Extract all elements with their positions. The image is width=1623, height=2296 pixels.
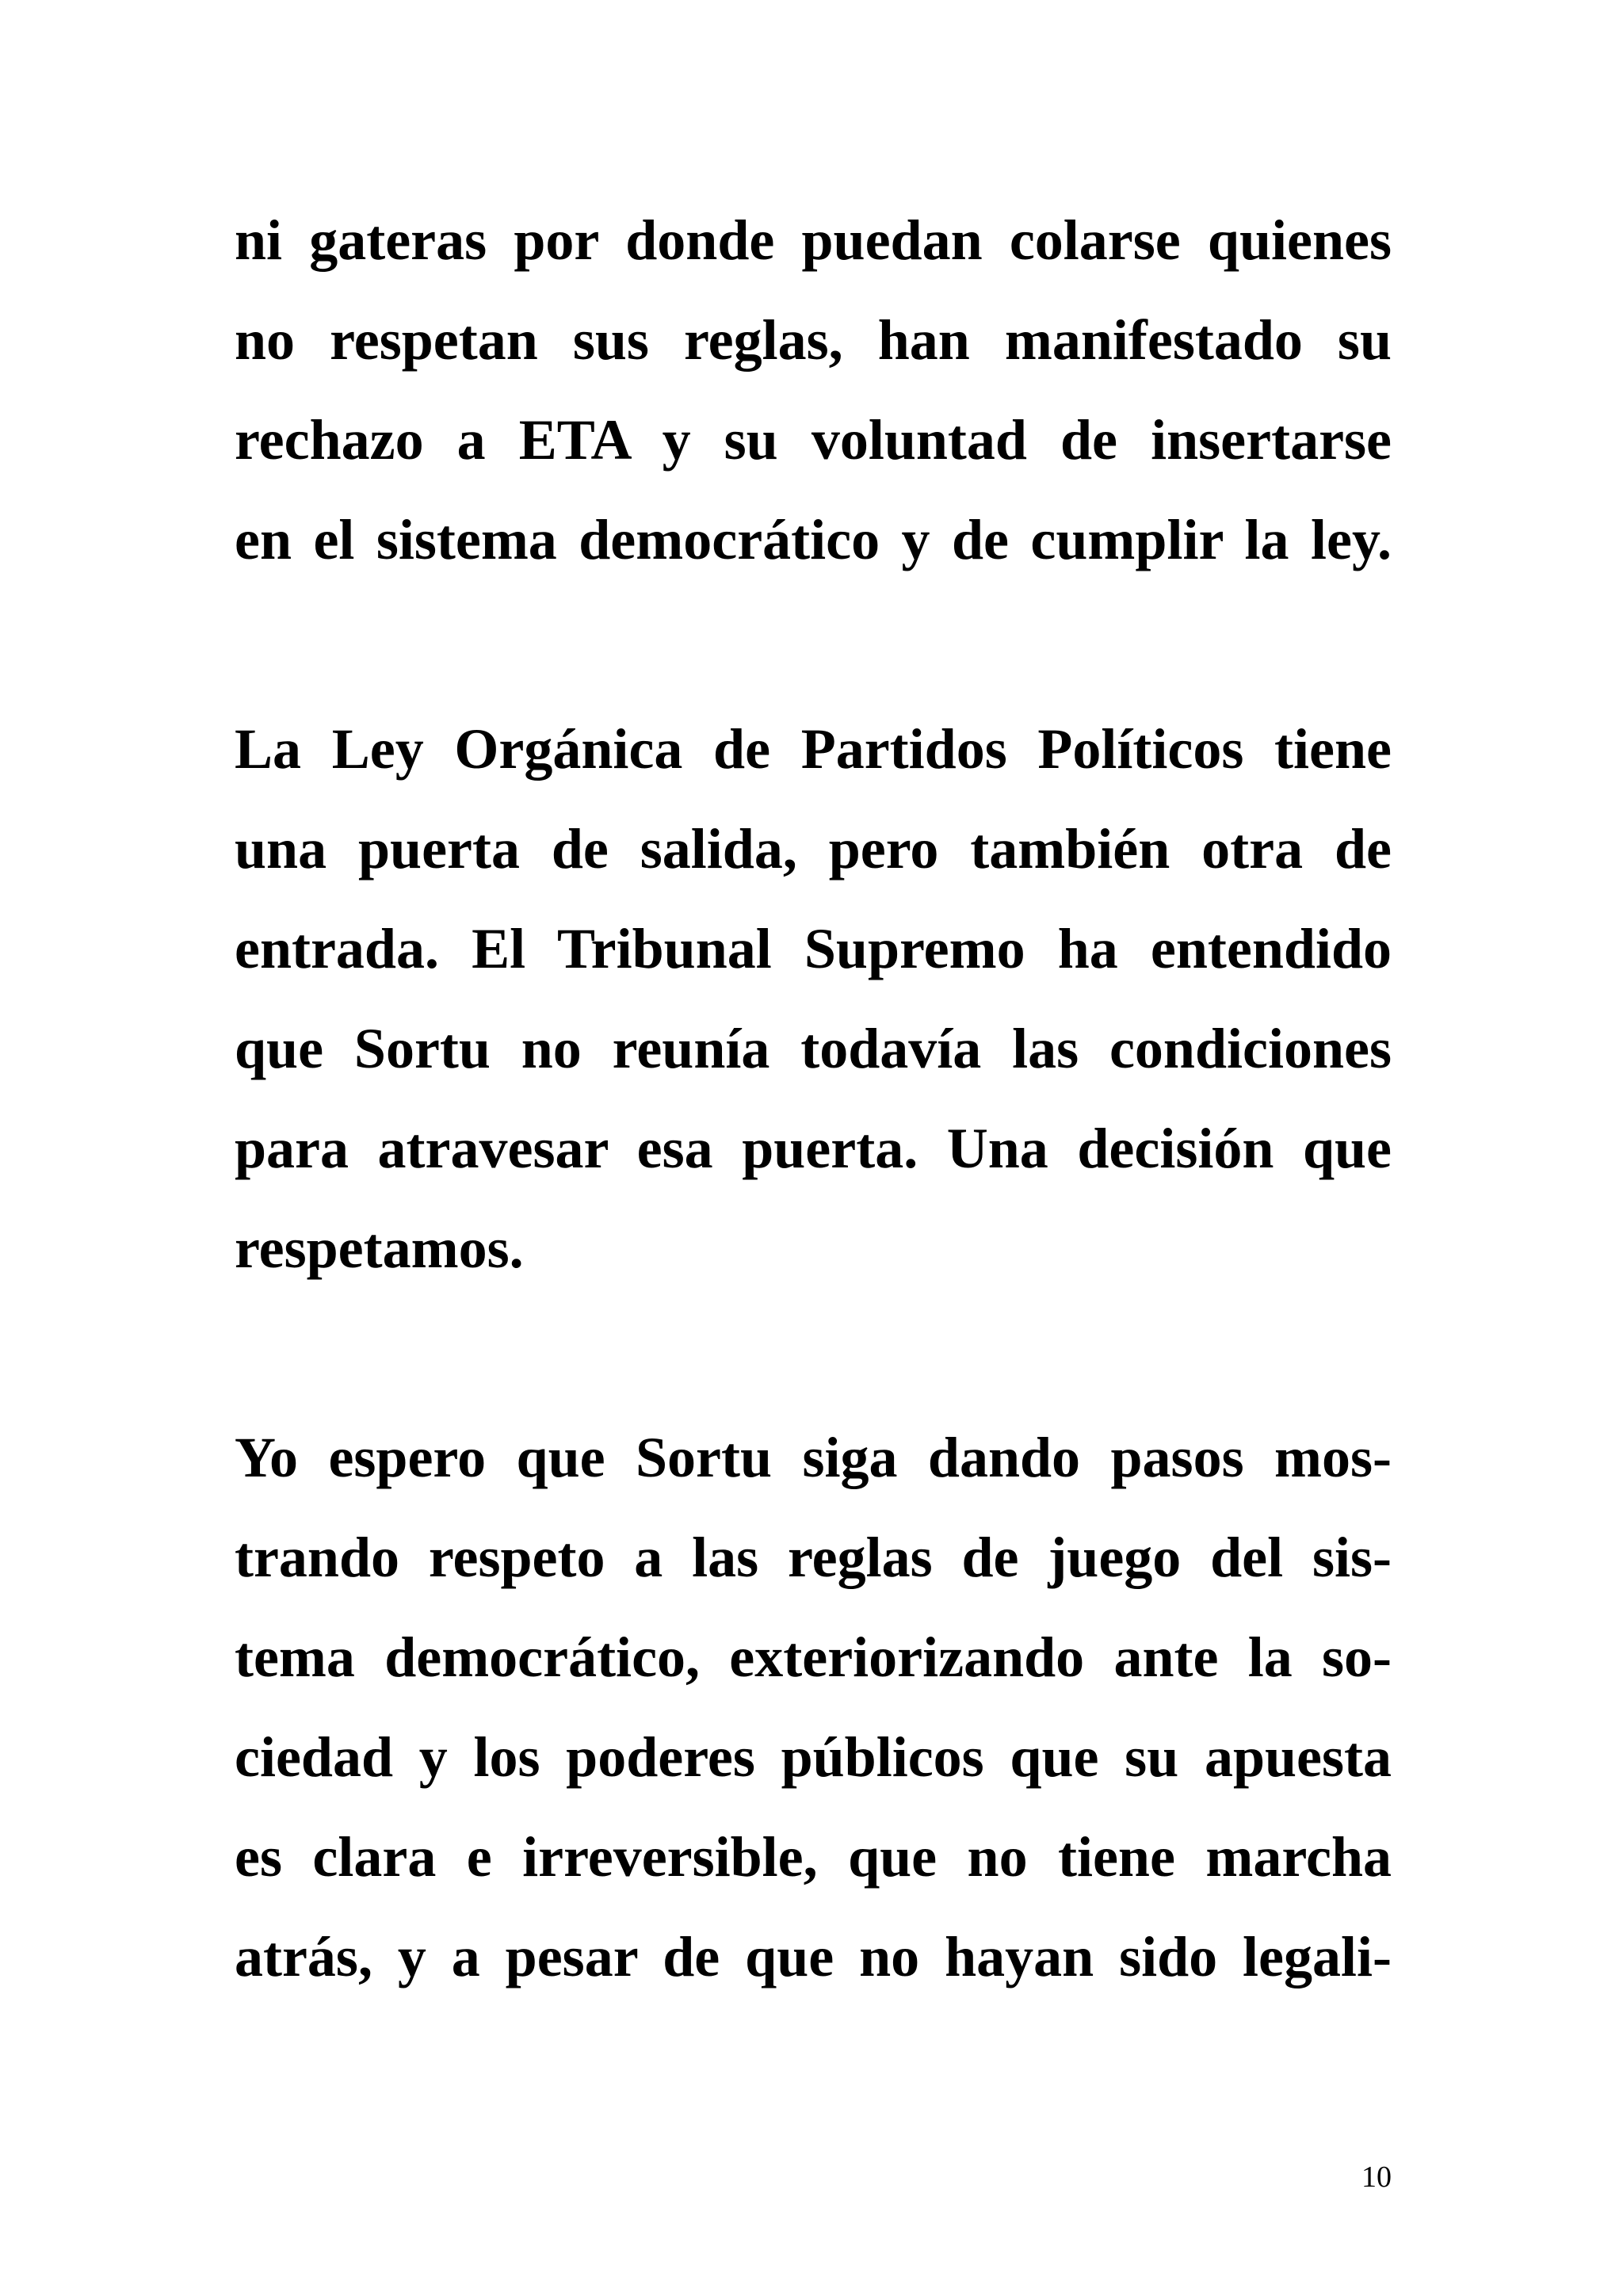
paragraph-3-line-5: es clara e irreversible, que no tiene marcha	[235, 1825, 1392, 1889]
paragraph-1-line-2: no respetan sus reglas, han manifestado su	[235, 308, 1392, 372]
paragraph-3-line-2: trando respeto a las reglas de juego del sis-	[235, 1526, 1392, 1589]
paragraph-3-line-6: atrás, y a pesar de que no hayan sido legali-	[235, 1925, 1392, 1988]
paragraph-1-line-4: en el sistema democrático y de cumplir la ley.	[235, 508, 1392, 571]
paragraph-2-line-3: entrada. El Tribunal Supremo ha entendido	[235, 917, 1392, 980]
paragraph-3-line-4: ciedad y los poderes públicos que su apuesta	[235, 1725, 1392, 1789]
paragraph-2-line-4: que Sortu no reunía todavía las condiciones	[235, 1017, 1392, 1080]
paragraph-2-line-1: La Ley Orgánica de Partidos Políticos tiene	[235, 717, 1392, 781]
paragraph-1-line-1: ni gateras por donde puedan colarse quienes	[235, 208, 1392, 272]
paragraph-3-line-3: tema democrático, exteriorizando ante la so-	[235, 1626, 1392, 1689]
paragraph-2-line-5: para atravesar esa puerta. Una decisión que	[235, 1117, 1392, 1180]
paragraph-2-line-2: una puerta de salida, pero también otra de	[235, 817, 1392, 881]
paragraph-3-line-1: Yo espero que Sortu siga dando pasos mos-	[235, 1426, 1392, 1489]
paragraph-2-line-6: respetamos.	[235, 1217, 524, 1280]
paragraph-1-line-3: rechazo a ETA y su voluntad de insertarse	[235, 408, 1392, 472]
page-number: 10	[1361, 2160, 1392, 2194]
